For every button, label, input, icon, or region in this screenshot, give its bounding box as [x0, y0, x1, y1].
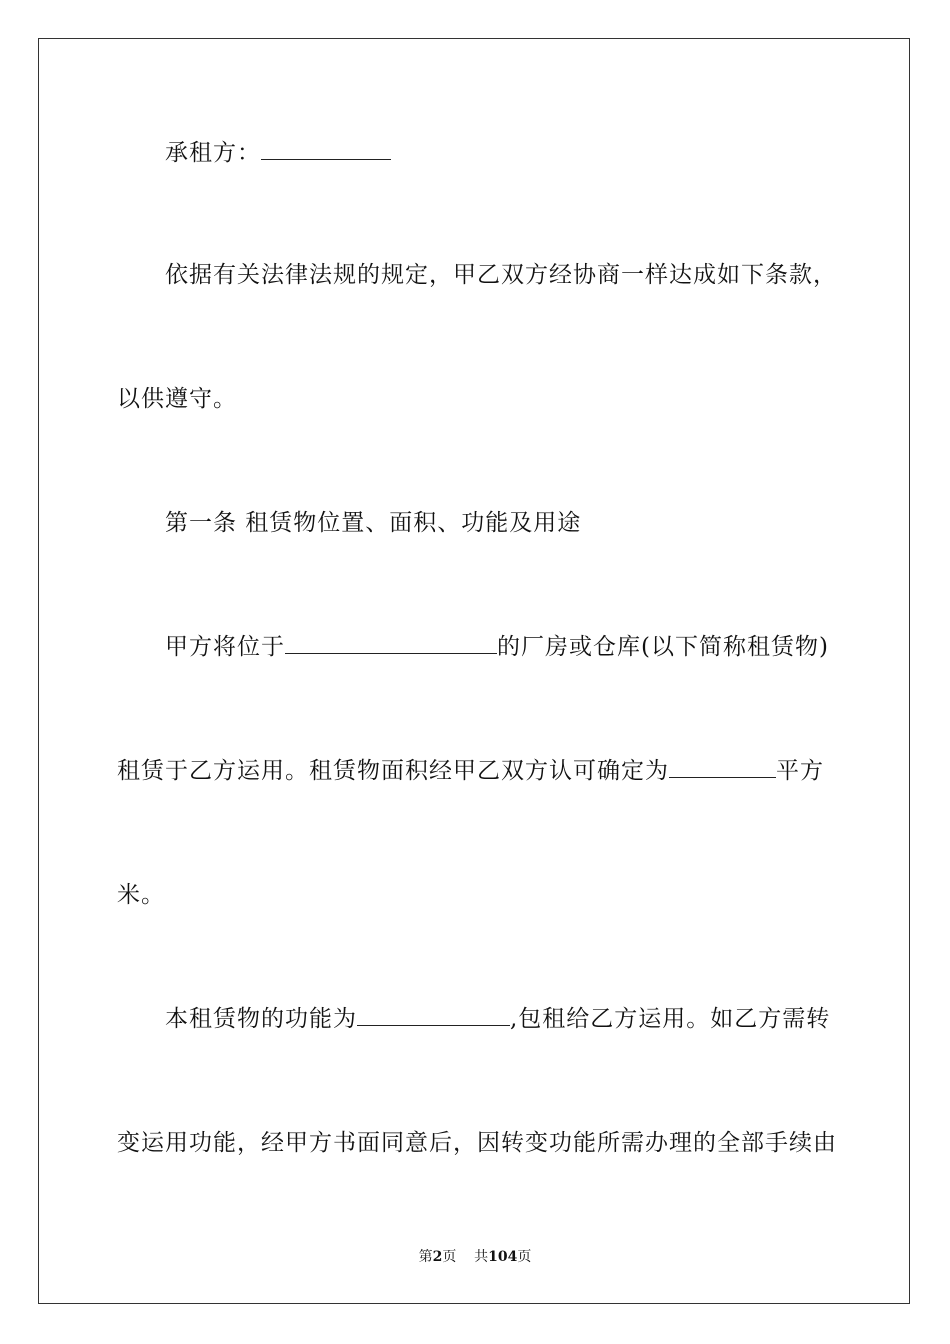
lessee-blank	[261, 139, 391, 160]
paragraph-2-line-1	[165, 1004, 830, 1034]
p1-line2-start: 租赁于乙方运用。租赁物面积经甲乙双方认可确定为	[117, 758, 669, 784]
paragraph-1-line-2	[117, 756, 824, 786]
intro-line-2: 以供遵守。	[117, 386, 237, 412]
footer-total-prefix: 共	[474, 1249, 489, 1265]
location-blank	[285, 633, 497, 654]
p1-line1-end: 的厂房或仓库(以下简称租赁物)	[497, 634, 829, 660]
page-footer	[0, 1247, 950, 1267]
lessee-line	[165, 138, 391, 168]
footer-page-suffix: 页	[442, 1249, 457, 1265]
footer-page-prefix: 第	[418, 1249, 433, 1265]
paragraph-1-line-1	[165, 632, 829, 662]
paragraph-1-line-3: 米。	[117, 882, 165, 908]
p1-line1-start: 甲方将位于	[165, 634, 285, 660]
p2-line1-start: 本租赁物的功能为	[165, 1006, 357, 1032]
footer-total-suffix: 页	[517, 1249, 532, 1265]
function-blank	[357, 1005, 510, 1026]
p1-line2-end: 平方	[776, 758, 824, 784]
lessee-label: 承租方：	[165, 140, 261, 166]
area-blank	[669, 757, 776, 778]
page-border	[38, 38, 910, 1304]
intro-line-1: 依据有关法律法规的规定，甲乙双方经协商一样达成如下条款，	[165, 262, 837, 288]
footer-page-current: 2	[432, 1249, 443, 1265]
paragraph-2-line-2: 变运用功能，经甲方书面同意后，因转变功能所需办理的全部手续由	[117, 1130, 837, 1156]
article-1-title: 第一条 租赁物位置、面积、功能及用途	[165, 510, 582, 536]
p2-line1-end: ,包租给乙方运用。如乙方需转	[510, 1006, 831, 1032]
footer-page-total: 104	[488, 1249, 518, 1265]
